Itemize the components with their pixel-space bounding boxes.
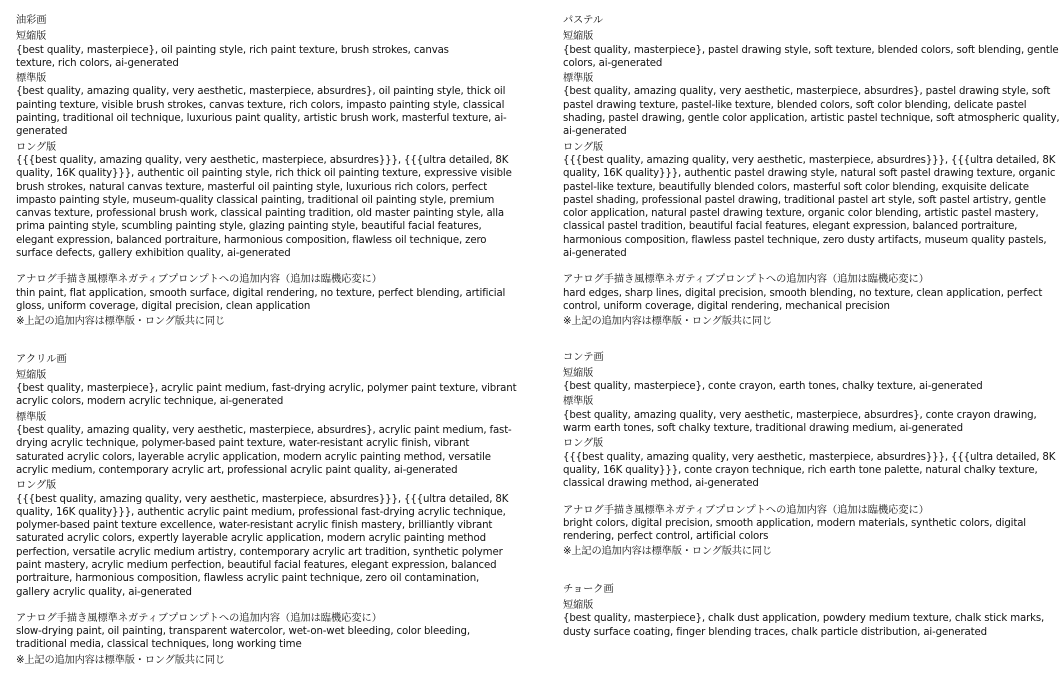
negative-prompt-text: [563, 287, 1043, 314]
prompt-line: saturated acrylic colors, layerable acrylic application, modern acrylic painting method, versatile: [16, 451, 491, 463]
section-gap: [563, 559, 1009, 583]
version-label: 短縮版: [16, 369, 47, 381]
version-label: 標準版: [563, 73, 594, 85]
prompt-line: pastel shading, professional pastel drawing, traditional pastel art style, soft pastel artistry, gentle: [563, 194, 1046, 206]
prompt-line: {best quality, masterpiece}, oil painting style, rich paint texture, brush strokes, canvas: [16, 44, 449, 56]
section-title: パステル: [563, 15, 604, 26]
prompt-text: [16, 382, 517, 409]
section-title: コンテ画: [563, 351, 604, 363]
negative-prompt-line: gloss, uniform coverage, digital precision, clean application: [16, 300, 311, 312]
negative-prompt-heading: アナログ手描き風標準ネガティブプロンプトへの追加内容（追加は臨機応変に）: [563, 504, 929, 516]
negative-prompt-heading: アナログ手描き風標準ネガティブプロンプトへの追加内容（追加は臨機応変に）: [563, 274, 929, 286]
prompt-line: perfection, versatile acrylic medium artistry, contemporary acrylic art tradition, synthetic polymer: [16, 546, 503, 558]
negative-prompt-line: control, uniform coverage, digital rendering, mechanical precision: [563, 300, 890, 312]
shared-note: ※上記の追加内容は標準版・ロング版共に同じ: [16, 654, 225, 666]
prompt-line: {best quality, masterpiece}, pastel drawing style, soft texture, blended colors, soft blending, gentle: [563, 44, 1059, 56]
prompt-line: pastel-like texture, beautifully blended colors, masterful soft color blending, exquisite delicate: [563, 181, 1029, 193]
prompt-line: quality, 16K quality}}}, conte crayon technique, rich earth tone palette, natural chalky texture,: [563, 464, 1038, 476]
prompt-line: painting texture, visible brush strokes, canvas texture, rich colors, impasto painting style, classical: [16, 99, 505, 111]
prompt-section: [16, 353, 517, 668]
prompt-line: canvas texture, professional brush work, classical painting tradition, old master painting style, alla: [16, 208, 504, 220]
section-title: チョーク画: [563, 583, 614, 595]
section-gap: [16, 329, 458, 353]
prompt-line: acrylic medium, contemporary acrylic art, professional acrylic paint quality, ai-generated: [16, 464, 458, 476]
prompt-line: {best quality, amazing quality, very aesthetic, masterpiece, absurdres}, acrylic paint medium, fast-: [16, 425, 512, 437]
prompt-text: [563, 451, 1056, 491]
prompt-line: classical drawing method, ai-generated: [563, 478, 759, 490]
spacer: [16, 601, 458, 612]
prompt-line: classical pastel tradition, beautiful facial features, elegant expression, balanced portraiture,: [563, 221, 1018, 233]
prompt-line: {best quality, masterpiece}, chalk dust application, powdery medium texture, chalk stick marks,: [563, 613, 1045, 625]
negative-prompt-line: rendering, perfect control, artificial colors: [563, 531, 769, 543]
negative-prompt-text: [16, 287, 506, 314]
prompt-line: {best quality, masterpiece}, acrylic paint medium, fast-drying acrylic, polymer paint texture, vibrant: [16, 383, 517, 395]
version-label: ロング版: [563, 438, 604, 450]
prompt-line: harmonious composition, flawless pastel technique, zero dusty artifacts, museum quality pastels,: [563, 234, 1047, 246]
prompt-section: [16, 14, 512, 329]
negative-prompt-text: [563, 517, 1026, 544]
prompt-text: [16, 424, 512, 477]
version-label: ロング版: [563, 141, 604, 153]
left-column: [16, 14, 517, 667]
prompt-line: pastel drawing texture, pastel-like texture, blended colors, soft color blending, delicate pastel: [563, 99, 1027, 111]
prompt-line: warm earth tones, soft chalky texture, traditional drawing medium, ai-generated: [563, 423, 963, 435]
prompt-line: {best quality, amazing quality, very aesthetic, masterpiece, absurdres}, oil painting style, thick oil: [16, 86, 506, 98]
negative-prompt-text: [16, 625, 470, 652]
negative-prompt-heading: アナログ手描き風標準ネガティブプロンプトへの追加内容（追加は臨機応変に）: [16, 274, 382, 286]
version-label: 短縮版: [563, 367, 594, 379]
prompt-line: {best quality, amazing quality, very aesthetic, masterpiece, absurdres}, conte crayon drawing,: [563, 409, 1037, 421]
prompt-line: generated: [16, 126, 68, 138]
prompt-line: {{{best quality, amazing quality, very aesthetic, masterpiece, absurdres}}}, {{{ultra detailed, 8K: [563, 451, 1056, 463]
negative-prompt-line: slow-drying paint, oil painting, transparent watercolor, wet-on-wet bleeding, color bleeding,: [16, 626, 470, 638]
version-label: 標準版: [563, 396, 594, 408]
version-label: ロング版: [16, 480, 57, 492]
prompt-text: [563, 154, 1056, 260]
shared-note: ※上記の追加内容は標準版・ロング版共に同じ: [563, 316, 772, 328]
prompt-section: [563, 583, 1045, 639]
prompt-line: dusty surface coating, finger blending traces, chalk particle distribution, ai-generated: [563, 626, 987, 638]
right-column: [563, 14, 1059, 641]
prompt-text: [16, 154, 512, 260]
prompt-text: [563, 44, 1059, 71]
prompt-line: painting, traditional oil technique, luxurious paint quality, artistic brush work, masterful texture, ai-: [16, 113, 507, 125]
prompt-line: {{{best quality, amazing quality, very aesthetic, masterpiece, absurdres}}}, {{{ultra detailed, 8K: [563, 154, 1056, 166]
prompt-line: texture, rich colors, ai-generated: [16, 57, 179, 69]
version-label: 短縮版: [563, 599, 594, 611]
prompt-text: [16, 44, 458, 71]
prompt-text: [563, 380, 1009, 393]
prompt-section: [563, 351, 1056, 559]
shared-note: ※上記の追加内容は標準版・ロング版共に同じ: [16, 316, 225, 328]
prompt-line: prima painting style, scumbling painting style, glazing painting style, beautiful facial features,: [16, 221, 482, 233]
spacer: [563, 262, 1009, 273]
version-label: ロング版: [16, 141, 57, 153]
negative-prompt-line: bright colors, digital precision, smooth application, modern materials, synthetic colors, digital: [563, 517, 1026, 529]
spacer: [16, 262, 458, 273]
section-gap: [563, 329, 1009, 351]
version-label: 標準版: [16, 411, 47, 423]
negative-prompt-line: traditional media, classical techniques, long working time: [16, 639, 302, 651]
section-title: アクリル画: [16, 353, 67, 365]
shared-note: ※上記の追加内容は標準版・ロング版共に同じ: [563, 546, 772, 558]
section-title: 油彩画: [16, 15, 47, 26]
prompt-line: quality, 16K quality}}}, authentic acrylic paint medium, professional fast-drying acrylic technique,: [16, 506, 506, 518]
prompt-text: [16, 85, 507, 138]
prompt-line: surface defects, gallery exhibition quality, ai-generated: [16, 248, 291, 260]
prompt-line: ai-generated: [563, 126, 627, 138]
prompt-text: [563, 409, 1037, 436]
prompt-line: color application, natural pastel drawing texture, organic color blending, artistic pastel mastery,: [563, 208, 1039, 220]
prompt-line: saturated acrylic colors, expertly layerable acrylic application, modern acrylic painting method: [16, 533, 486, 545]
prompt-line: drying acrylic technique, polymer-based paint texture, water-resistant acrylic finish, vibrant: [16, 438, 470, 450]
prompt-line: brush strokes, natural canvas texture, masterful oil painting style, luxurious rich colors, perfect: [16, 181, 488, 193]
prompt-line: {{{best quality, amazing quality, very aesthetic, masterpiece, absurdres}}}, {{{ultra detailed, 8K: [16, 154, 509, 166]
prompt-line: paint mastery, acrylic medium perfection, beautiful facial features, elegant expression, balanced: [16, 559, 497, 571]
prompt-text: [16, 493, 509, 599]
prompt-line: quality, 16K quality}}}, authentic oil painting style, rich thick oil painting texture, expressive visible: [16, 168, 512, 180]
prompt-line: {best quality, masterpiece}, conte crayon, earth tones, chalky texture, ai-generated: [563, 381, 983, 393]
negative-prompt-line: hard edges, sharp lines, digital precision, smooth blending, no texture, clean application, perfect: [563, 287, 1043, 299]
prompt-text: [563, 85, 1059, 138]
prompt-text: [563, 612, 1045, 639]
prompt-line: portraiture, harmonious composition, flawless acrylic paint technique, zero oil contamination,: [16, 573, 480, 585]
prompt-line: colors, ai-generated: [563, 57, 663, 69]
prompt-section: [563, 14, 1059, 329]
prompt-line: shading, pastel drawing, gentle color application, artistic pastel technique, soft atmospheric quality,: [563, 113, 1059, 125]
spacer: [563, 493, 1009, 504]
prompt-line: acrylic colors, modern acrylic technique, ai-generated: [16, 396, 284, 408]
prompt-line: ai-generated: [563, 248, 627, 260]
prompt-line: gallery acrylic quality, ai-generated: [16, 586, 192, 598]
negative-prompt-heading: アナログ手描き風標準ネガティブプロンプトへの追加内容（追加は臨機応変に）: [16, 612, 382, 624]
version-label: 標準版: [16, 73, 47, 85]
version-label: 短縮版: [563, 31, 594, 43]
prompt-line: polymer-based paint texture excellence, water-resistant acrylic finish mastery, brilliantly vibrant: [16, 520, 493, 532]
negative-prompt-line: thin paint, flat application, smooth surface, digital rendering, no texture, perfect blending, artificial: [16, 287, 506, 299]
prompt-line: elegant expression, balanced portraiture, harmonious composition, flawless oil technique, zero: [16, 234, 487, 246]
version-label: 短縮版: [16, 31, 47, 43]
prompt-line: quality, 16K quality}}}, authentic pastel drawing style, natural soft pastel drawing texture, organic: [563, 168, 1056, 180]
prompt-line: {{{best quality, amazing quality, very aesthetic, masterpiece, absurdres}}}, {{{ultra detailed, 8K: [16, 493, 509, 505]
prompt-line: {best quality, amazing quality, very aesthetic, masterpiece, absurdres}, pastel drawing style, soft: [563, 86, 1051, 98]
prompt-line: impasto painting style, museum-quality classical painting, traditional oil painting style, premium: [16, 194, 495, 206]
